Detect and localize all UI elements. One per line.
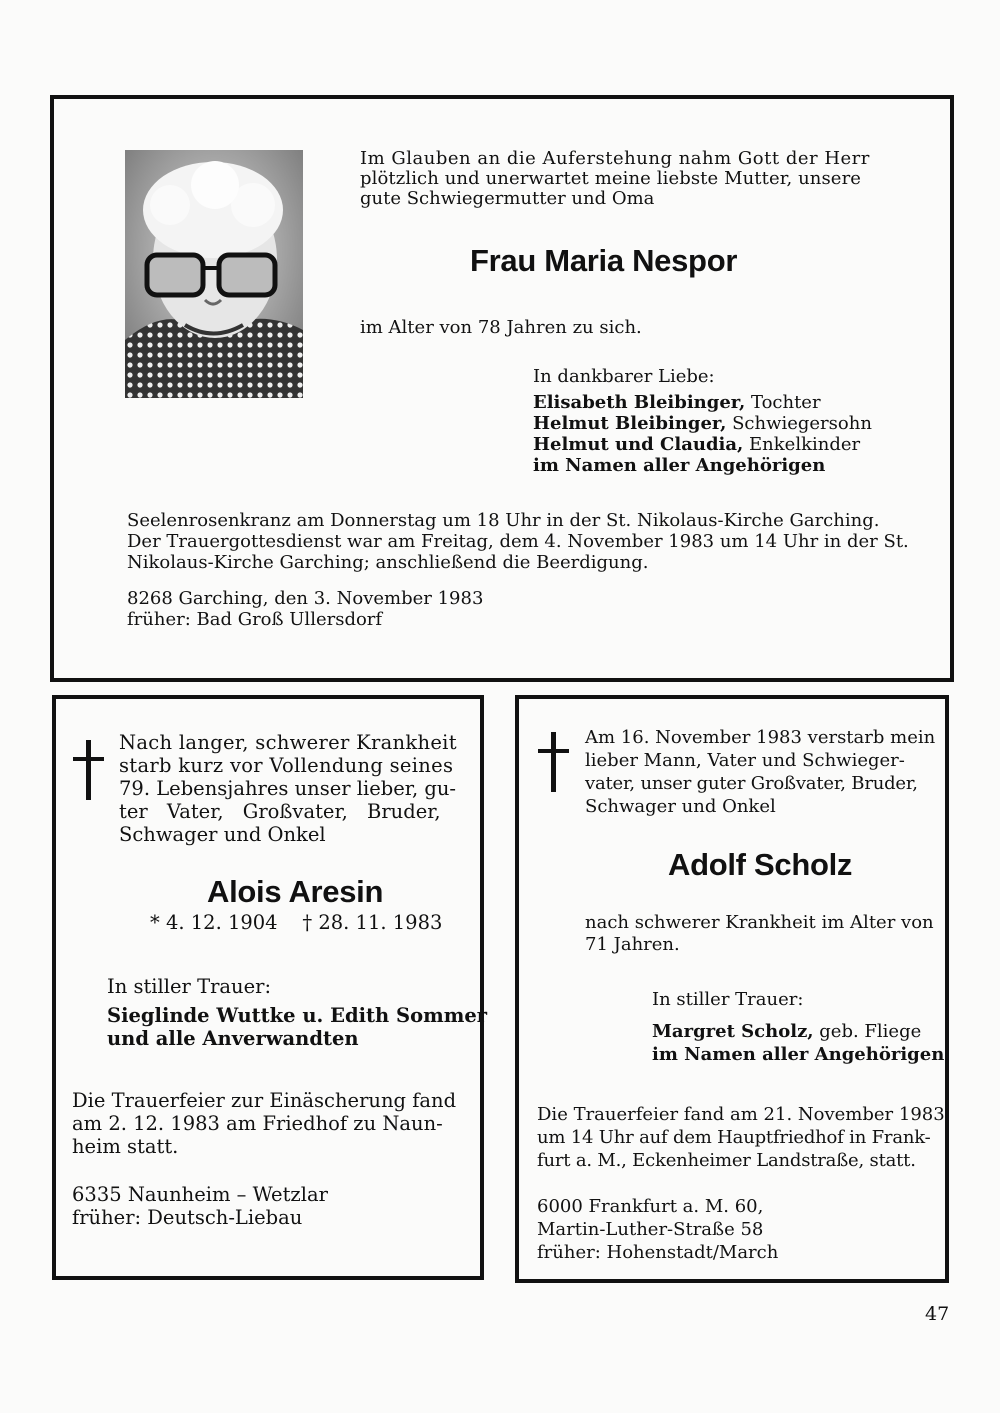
place-line: 8268 Garching, den 3. November 1983 [127, 588, 484, 609]
mourner-line: und alle Anverwandten [107, 1027, 359, 1050]
place-line: früher: Deutsch-Liebau [72, 1206, 303, 1229]
intro-line: Schwager und Onkel [119, 823, 326, 846]
mourner-name: Elisabeth Bleibinger, [533, 392, 746, 413]
cross-icon [73, 740, 104, 800]
mourner-name: im Namen aller Angehörigen [652, 1044, 945, 1065]
service-line: Nikolaus-Kirche Garching; anschließend die Beerdigung. [127, 552, 649, 573]
mourner-role: Schwiegersohn [726, 413, 872, 434]
intro-line: plötzlich und unerwartet meine liebste Mutter, unsere [360, 168, 862, 189]
age-line: nach schwerer Krankheit im Alter von [585, 912, 934, 933]
service-line: Die Trauerfeier zur Einäscherung fand [72, 1089, 457, 1112]
place-line: Martin-Luther-Straße 58 [537, 1219, 764, 1240]
deceased-name: Adolf Scholz [668, 847, 853, 882]
mourners-label: In stiller Trauer: [107, 975, 272, 998]
mourner-name: Helmut Bleibinger, [533, 413, 727, 434]
place-line: früher: Hohenstadt/March [537, 1242, 779, 1263]
mourner-name: Margret Scholz, [652, 1021, 814, 1042]
mourner-name: Helmut und Claudia, [533, 434, 744, 455]
mourner-line [533, 392, 821, 414]
intro-line: Im Glauben an die Auferstehung nahm Gott der Herr [360, 148, 870, 169]
life-dates: * 4. 12. 1904 † 28. 11. 1983 [150, 911, 443, 934]
mourner-name: im Namen aller Angehörigen [533, 455, 826, 476]
service-line: Die Trauerfeier fand am 21. November 1983 [537, 1104, 945, 1125]
intro-line: vater, unser guter Großvater, Bruder, [585, 773, 918, 794]
service-line: furt a. M., Eckenheimer Landstraße, statt. [537, 1150, 916, 1171]
mourner-line [533, 434, 860, 456]
cross-icon [538, 732, 569, 792]
intro-line: Am 16. November 1983 verstarb mein [585, 727, 936, 748]
mourner-line [652, 1044, 944, 1066]
place-line: 6000 Frankfurt a. M. 60, [537, 1196, 764, 1217]
mourners-label: In dankbarer Liebe: [533, 366, 715, 387]
page-number: 47 [925, 1303, 950, 1325]
mourner-role: geb. Fliege [813, 1021, 922, 1042]
deceased-name: Alois Aresin [207, 874, 384, 909]
portrait-photo [125, 150, 303, 398]
age-line: im Alter von 78 Jahren zu sich. [360, 317, 642, 338]
place-line: früher: Bad Groß Ullersdorf [127, 609, 383, 630]
mourner-line [533, 413, 872, 435]
intro-line: Nach langer, schwerer Krankheit [119, 731, 457, 754]
mourner-line [652, 1021, 921, 1043]
mourner-role: Tochter [745, 392, 821, 413]
intro-line: Schwager und Onkel [585, 796, 776, 817]
age-line: 71 Jahren. [585, 934, 680, 955]
mourner-role: Enkelkinder [743, 434, 861, 455]
service-line: am 2. 12. 1983 am Friedhof zu Naun- [72, 1112, 443, 1135]
intro-line: 79. Lebensjahres unser lieber, gu- [119, 777, 457, 800]
mourner-line: Sieglinde Wuttke u. Edith Sommer [107, 1004, 488, 1027]
intro-line: lieber Mann, Vater und Schwieger- [585, 750, 905, 771]
service-line: Seelenrosenkranz am Donnerstag um 18 Uhr in der St. Nikolaus-Kirche Garching. [127, 510, 880, 531]
mourner-line [533, 455, 825, 477]
service-line: um 14 Uhr auf dem Hauptfriedhof in Frank- [537, 1127, 931, 1148]
intro-line: gute Schwiegermutter und Oma [360, 188, 655, 209]
service-line: heim statt. [72, 1135, 179, 1158]
intro-line: ter Vater, Großvater, Bruder, [119, 800, 441, 823]
mourners-label: In stiller Trauer: [652, 989, 804, 1010]
intro-line: starb kurz vor Vollendung seines [119, 754, 454, 777]
service-line: Der Trauergottesdienst war am Freitag, dem 4. November 1983 um 14 Uhr in der St. [127, 531, 909, 552]
deceased-name: Frau Maria Nespor [470, 243, 738, 278]
place-line: 6335 Naunheim – Wetzlar [72, 1183, 328, 1206]
